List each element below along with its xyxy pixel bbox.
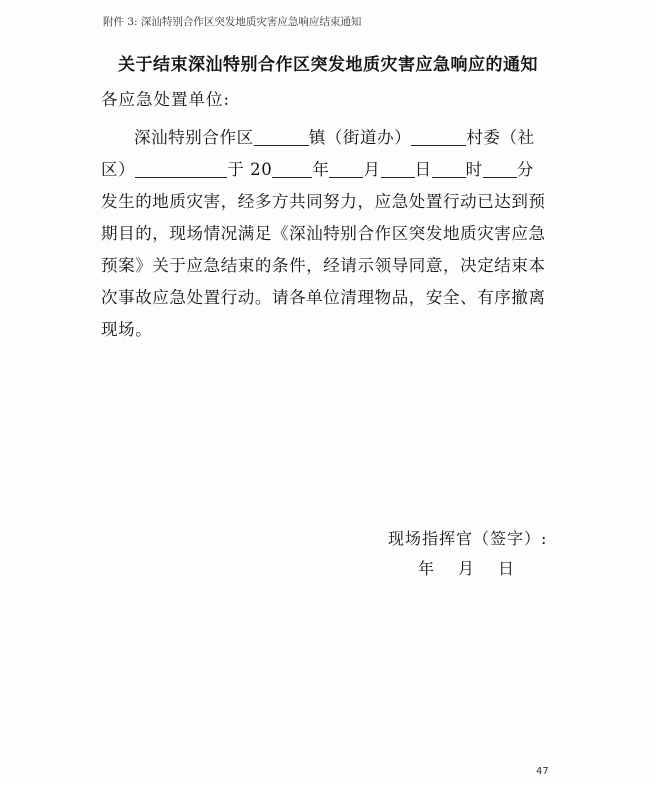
body-line-3: 发生的地质灾害，经多方共同努力，应急处置行动已达到预	[101, 192, 546, 211]
blank-hour	[432, 159, 466, 178]
attachment-label: 附件 3: 深汕特别合作区突发地质灾害应急响应结束通知	[103, 16, 362, 28]
body-line-4: 期目的，现场情况满足《深汕特别合作区突发地质灾害应急	[101, 224, 546, 243]
text-community: 区）	[101, 160, 136, 179]
body-line-2	[101, 154, 561, 186]
text-town: 镇（街道办）	[308, 128, 412, 147]
body-line-5: 预案》关于应急结束的条件，经请示领导同意，决定结束本	[101, 256, 546, 275]
date-month: 月	[458, 559, 477, 578]
signer-label: 现场指挥官（签字）:	[388, 529, 548, 548]
text-year: 年	[312, 160, 330, 179]
notice-body	[101, 122, 561, 346]
text-village: 村委（社	[466, 128, 535, 147]
body-line-1	[101, 122, 561, 154]
date-year: 年	[418, 559, 437, 578]
blank-village	[411, 127, 466, 146]
page-number: 47	[536, 766, 549, 777]
text-hour: 时	[465, 160, 483, 179]
blank-town	[254, 127, 309, 146]
text-minute: 分	[516, 160, 534, 179]
signature-date	[418, 556, 538, 579]
blank-year	[272, 159, 312, 178]
date-day: 日	[498, 559, 517, 578]
salutation: 各应急处置单位:	[101, 90, 231, 109]
text-at-year-prefix: 于 20	[227, 160, 273, 179]
body-line-6: 次事故应急处置行动。请各单位清理物品，安全、有序撤离	[101, 288, 546, 307]
blank-community	[135, 159, 227, 178]
document-title: 关于结束深汕特别合作区突发地质灾害应急响应的通知	[118, 55, 538, 75]
blank-day	[381, 159, 415, 178]
text-day: 日	[414, 160, 432, 179]
blank-minute	[483, 159, 517, 178]
body-line-7: 现场。	[101, 320, 153, 339]
blank-month	[329, 159, 363, 178]
text-district: 深汕特别合作区	[134, 128, 254, 147]
text-month: 月	[363, 160, 381, 179]
